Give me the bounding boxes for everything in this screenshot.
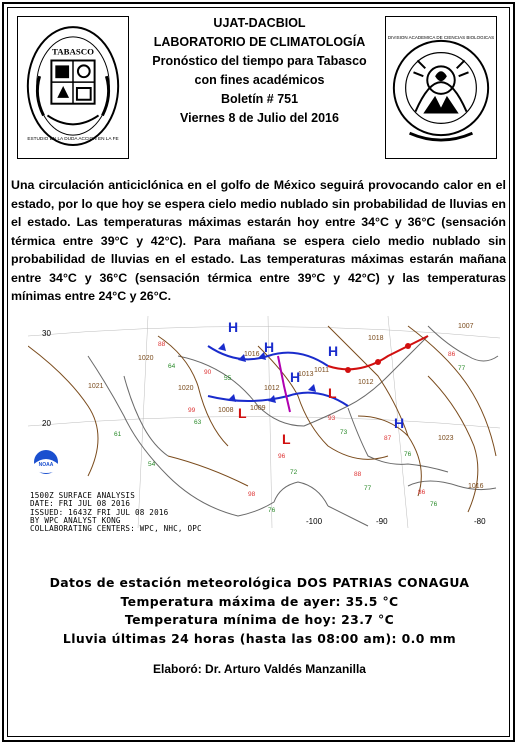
high-center: H	[228, 319, 239, 335]
author-line: Elaboró: Dr. Arturo Valdés Manzanilla	[153, 662, 366, 676]
high-center: H	[264, 339, 275, 355]
isobar-label: 1008	[218, 407, 234, 414]
isobar-label: 1011	[314, 367, 330, 374]
lon-label: -80	[474, 517, 486, 526]
station-min-temp: Temperatura mínima de hoy: 23.7 °C	[124, 612, 395, 627]
svg-text:61: 61	[114, 431, 122, 438]
high-center: H	[290, 369, 301, 385]
isobar-label: 1023	[438, 435, 454, 442]
lab-name: LABORATORIO DE CLIMATOLOGÍA	[153, 35, 366, 49]
isobar-label: 1021	[88, 383, 104, 390]
forecast-title: Pronóstico del tiempo para Tabasco	[152, 54, 367, 68]
isobar-label: 1016	[244, 351, 260, 358]
station-rainfall: Lluvia últimas 24 horas (hasta las 08:00 am): 0.0 mm	[62, 630, 457, 646]
svg-text:86: 86	[448, 351, 456, 358]
svg-text:55: 55	[224, 375, 232, 382]
map-caption	[30, 492, 202, 533]
lat-label: 30	[42, 329, 51, 338]
lon-label: -100	[306, 517, 323, 526]
bulletin-header	[0, 14, 519, 128]
low-center: L	[238, 405, 247, 421]
svg-text:77: 77	[364, 485, 372, 492]
svg-text:86: 86	[418, 489, 426, 496]
lat-label: 20	[42, 419, 51, 428]
lon-label: -90	[376, 517, 388, 526]
svg-text:98: 98	[248, 491, 256, 498]
caption-line: COLLABORATING CENTERS: WPC, NHC, OPC	[30, 524, 202, 534]
forecast-subtitle: con fines académicos	[194, 73, 325, 87]
svg-text:88: 88	[158, 341, 166, 348]
svg-text:96: 96	[278, 453, 286, 460]
svg-text:77: 77	[458, 365, 466, 372]
bulletin-number: Boletín # 751	[220, 92, 299, 106]
svg-text:72: 72	[290, 469, 298, 476]
isobar-label: 1009	[250, 405, 266, 412]
seal-ring-text-right: DIVISION ACADEMICA DE CIENCIAS BIOLOGICAS	[387, 34, 495, 40]
svg-text:64: 64	[168, 363, 176, 370]
isobar-label: 1007	[458, 323, 474, 330]
svg-text:76: 76	[430, 501, 438, 508]
isobar-label: 1020	[178, 385, 194, 392]
station-title: Datos de estación meteorológica DOS PATRIAS CONAGUA	[49, 575, 470, 590]
bulletin-date: Viernes 8 de Julio del 2016	[180, 111, 339, 125]
noaa-logo-icon	[34, 450, 58, 474]
caption-line: ISSUED: 1643Z FRI JUL 08 2016	[30, 507, 169, 517]
low-center: L	[282, 431, 291, 447]
seal-ring-text: ESTUDIO EN LA DUDA ACCION EN LA FE	[27, 136, 119, 142]
svg-text:54: 54	[148, 461, 156, 468]
svg-text:63: 63	[194, 419, 202, 426]
svg-text:90: 90	[204, 369, 212, 376]
caption-line: BY WPC ANALYST KONG	[30, 515, 121, 525]
noaa-label: NOAA	[38, 462, 54, 468]
institution-name: UJAT-DACBIOL	[213, 16, 306, 30]
isobar-label: 1020	[138, 355, 154, 362]
svg-text:76: 76	[404, 451, 412, 458]
caption-line: DATE: FRI JUL 08 2016	[30, 499, 131, 509]
station-data	[0, 574, 519, 648]
station-max-temp: Temperatura máxima de ayer: 35.5 °C	[120, 593, 399, 609]
svg-text:99: 99	[188, 407, 196, 414]
svg-text:87: 87	[384, 435, 392, 442]
seal-top-text: TABASCO	[51, 46, 95, 57]
isobar-label: 1012	[264, 385, 280, 392]
svg-text:73: 73	[340, 429, 348, 436]
forecast-paragraph: Una circulación anticiclónica en el golfo de México seguirá provocando calor en el estado, por lo que hoy se espera cielo medio nublado sin probabilidad de lluvias en el estado. Las temperaturas máximas estarán hoy entre 34°C y 36°C (sensación térmica entre 39°C y 42°C). Para mañana se espera cielo medio nublado sin probabilidad de lluvias en el estado. Las temperaturas máximas estarán mañana entre 34°C y 36°C (sensación térmica entre 39°C y 42°C) y las temperaturas mínimas entre 24°C y 26°C.	[11, 178, 506, 303]
low-center: L	[328, 385, 337, 401]
isobar-label: 1018	[368, 335, 384, 342]
high-center: H	[328, 343, 339, 359]
isobar-label: 1013	[298, 371, 314, 378]
svg-text:88: 88	[354, 471, 362, 478]
caption-line: 1500Z SURFACE ANALYSIS	[30, 491, 135, 500]
svg-text:76: 76	[268, 507, 276, 514]
high-center: H	[394, 415, 405, 431]
isobar-label: 1016	[468, 483, 484, 490]
svg-text:93: 93	[328, 415, 336, 422]
isobar-label: 1012	[358, 379, 374, 386]
